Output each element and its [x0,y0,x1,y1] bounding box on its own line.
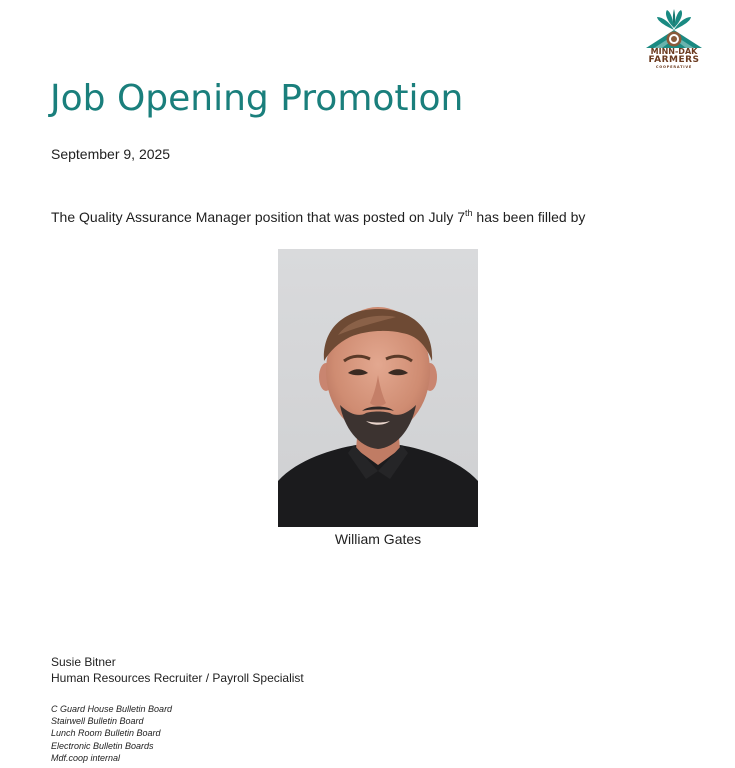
page-title: Job Opening Promotion [50,78,464,119]
distribution-item: Stairwell Bulletin Board [51,716,144,727]
signature-title: Human Resources Recruiter / Payroll Specialist [51,671,304,685]
employee-photo [278,249,478,527]
distribution-item: Mdf.coop internal [51,752,121,763]
signature-name: Susie Bitner [51,655,116,669]
sugar-beet-logo-icon [640,8,708,50]
company-logo [640,8,708,72]
announcement-before: The Quality Assurance Manager position that was posted on July 7 [51,209,466,225]
distribution-item: Electronic Bulletin Boards [51,740,154,751]
photo-caption: William Gates [334,531,422,547]
distribution-item: Lunch Room Bulletin Board [51,728,161,739]
announcement-text [51,208,585,225]
announcement-superscript: th [465,208,473,218]
distribution-list [51,703,172,764]
distribution-item: C Guard House Bulletin Board [51,704,173,714]
logo-line-2: FARMERS [648,55,700,65]
logo-line-3: COOPERATIVE [655,65,693,69]
announcement-after: has been filled by [472,209,586,225]
portrait-image [278,249,478,527]
document-date: September 9, 2025 [51,146,171,162]
logo-line-1: MINN-DAK [650,47,698,56]
